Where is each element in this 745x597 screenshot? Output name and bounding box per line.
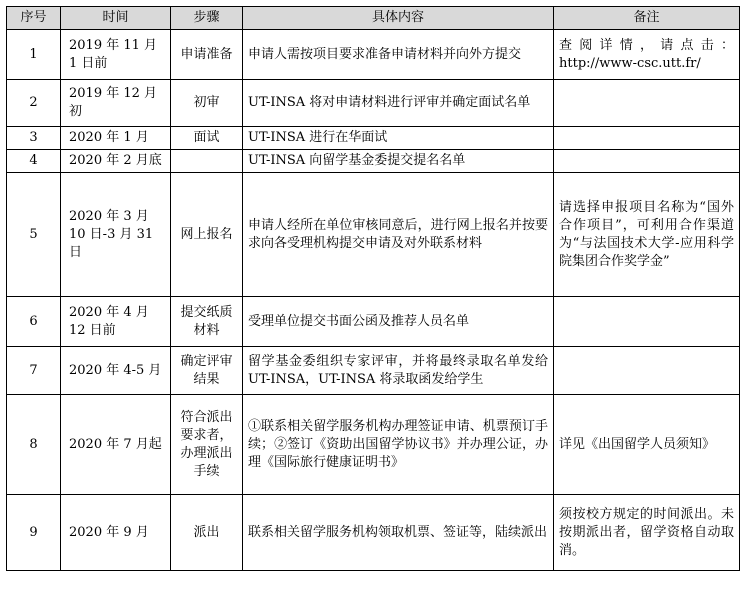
table-row <box>7 150 740 173</box>
cell-content: 留学基金委组织专家评审，并将最终录取名单发给 UT-INSA，UT-INSA 将录取函发给学生 <box>243 347 554 395</box>
header-note: 备注 <box>554 7 740 30</box>
cell-time: 2019 年 12 月初 <box>61 80 171 127</box>
table-row <box>7 495 740 571</box>
cell-content: 申请人经所在单位审核同意后，进行网上报名并按要求向各受理机构提交申请及对外联系材料 <box>243 173 554 297</box>
cell-time: 2020 年 7 月起 <box>61 395 171 495</box>
cell-step: 符合派出要求者，办理派出手续 <box>171 395 243 495</box>
cell-no: 5 <box>7 173 61 297</box>
cell-step <box>171 150 243 173</box>
table-row <box>7 395 740 495</box>
cell-step: 申请准备 <box>171 30 243 80</box>
cell-note <box>554 150 740 173</box>
cell-note <box>554 127 740 150</box>
header-no: 序号 <box>7 7 61 30</box>
cell-no: 1 <box>7 30 61 80</box>
cell-time: 2020 年 4-5 月 <box>61 347 171 395</box>
cell-time: 2019 年 11 月 1 日前 <box>61 30 171 80</box>
cell-no: 8 <box>7 395 61 495</box>
cell-content: UT-INSA 将对申请材料进行评审并确定面试名单 <box>243 80 554 127</box>
cell-content: 申请人需按项目要求准备申请材料并向外方提交 <box>243 30 554 80</box>
header-step: 步骤 <box>171 7 243 30</box>
table-header-row <box>7 7 740 30</box>
cell-note <box>554 347 740 395</box>
table-row <box>7 127 740 150</box>
cell-time: 2020 年 9 月 <box>61 495 171 571</box>
cell-content: UT-INSA 进行在华面试 <box>243 127 554 150</box>
cell-content: ①联系相关留学服务机构办理签证申请、机票预订手续；②签订《资助出国留学协议书》并办理公证，办理《国际旅行健康证明书》 <box>243 395 554 495</box>
cell-no: 4 <box>7 150 61 173</box>
table-row <box>7 80 740 127</box>
cell-step: 面试 <box>171 127 243 150</box>
table-row <box>7 347 740 395</box>
cell-step: 初审 <box>171 80 243 127</box>
header-time: 时间 <box>61 7 171 30</box>
cell-step: 确定评审结果 <box>171 347 243 395</box>
cell-no: 7 <box>7 347 61 395</box>
cell-step: 提交纸质材料 <box>171 297 243 347</box>
cell-note: 请选择申报项目名称为“国外合作项目”，可利用合作渠道为“与法国技术大学-应用科学院集团合作奖学金” <box>554 173 740 297</box>
cell-time: 2020 年 1 月 <box>61 127 171 150</box>
cell-note: 详见《出国留学人员须知》 <box>554 395 740 495</box>
table-row <box>7 30 740 80</box>
cell-no: 6 <box>7 297 61 347</box>
cell-note <box>554 80 740 127</box>
table-row <box>7 297 740 347</box>
cell-no: 9 <box>7 495 61 571</box>
cell-no: 2 <box>7 80 61 127</box>
cell-time: 2020 年 3 月 10 日-3 月 31 日 <box>61 173 171 297</box>
cell-step: 网上报名 <box>171 173 243 297</box>
cell-time: 2020 年 2 月底 <box>61 150 171 173</box>
cell-step: 派出 <box>171 495 243 571</box>
cell-note: 须按校方规定的时间派出。未按期派出者，留学资格自动取消。 <box>554 495 740 571</box>
cell-note: 查阅详情，请点击：http://www-csc.utt.fr/ <box>554 30 740 80</box>
header-content: 具体内容 <box>243 7 554 30</box>
cell-no: 3 <box>7 127 61 150</box>
cell-time: 2020 年 4 月 12 日前 <box>61 297 171 347</box>
schedule-table <box>6 6 740 571</box>
table-row <box>7 173 740 297</box>
cell-content: 联系相关留学服务机构领取机票、签证等，陆续派出 <box>243 495 554 571</box>
cell-note <box>554 297 740 347</box>
cell-content: UT-INSA 向留学基金委提交提名名单 <box>243 150 554 173</box>
cell-content: 受理单位提交书面公函及推荐人员名单 <box>243 297 554 347</box>
